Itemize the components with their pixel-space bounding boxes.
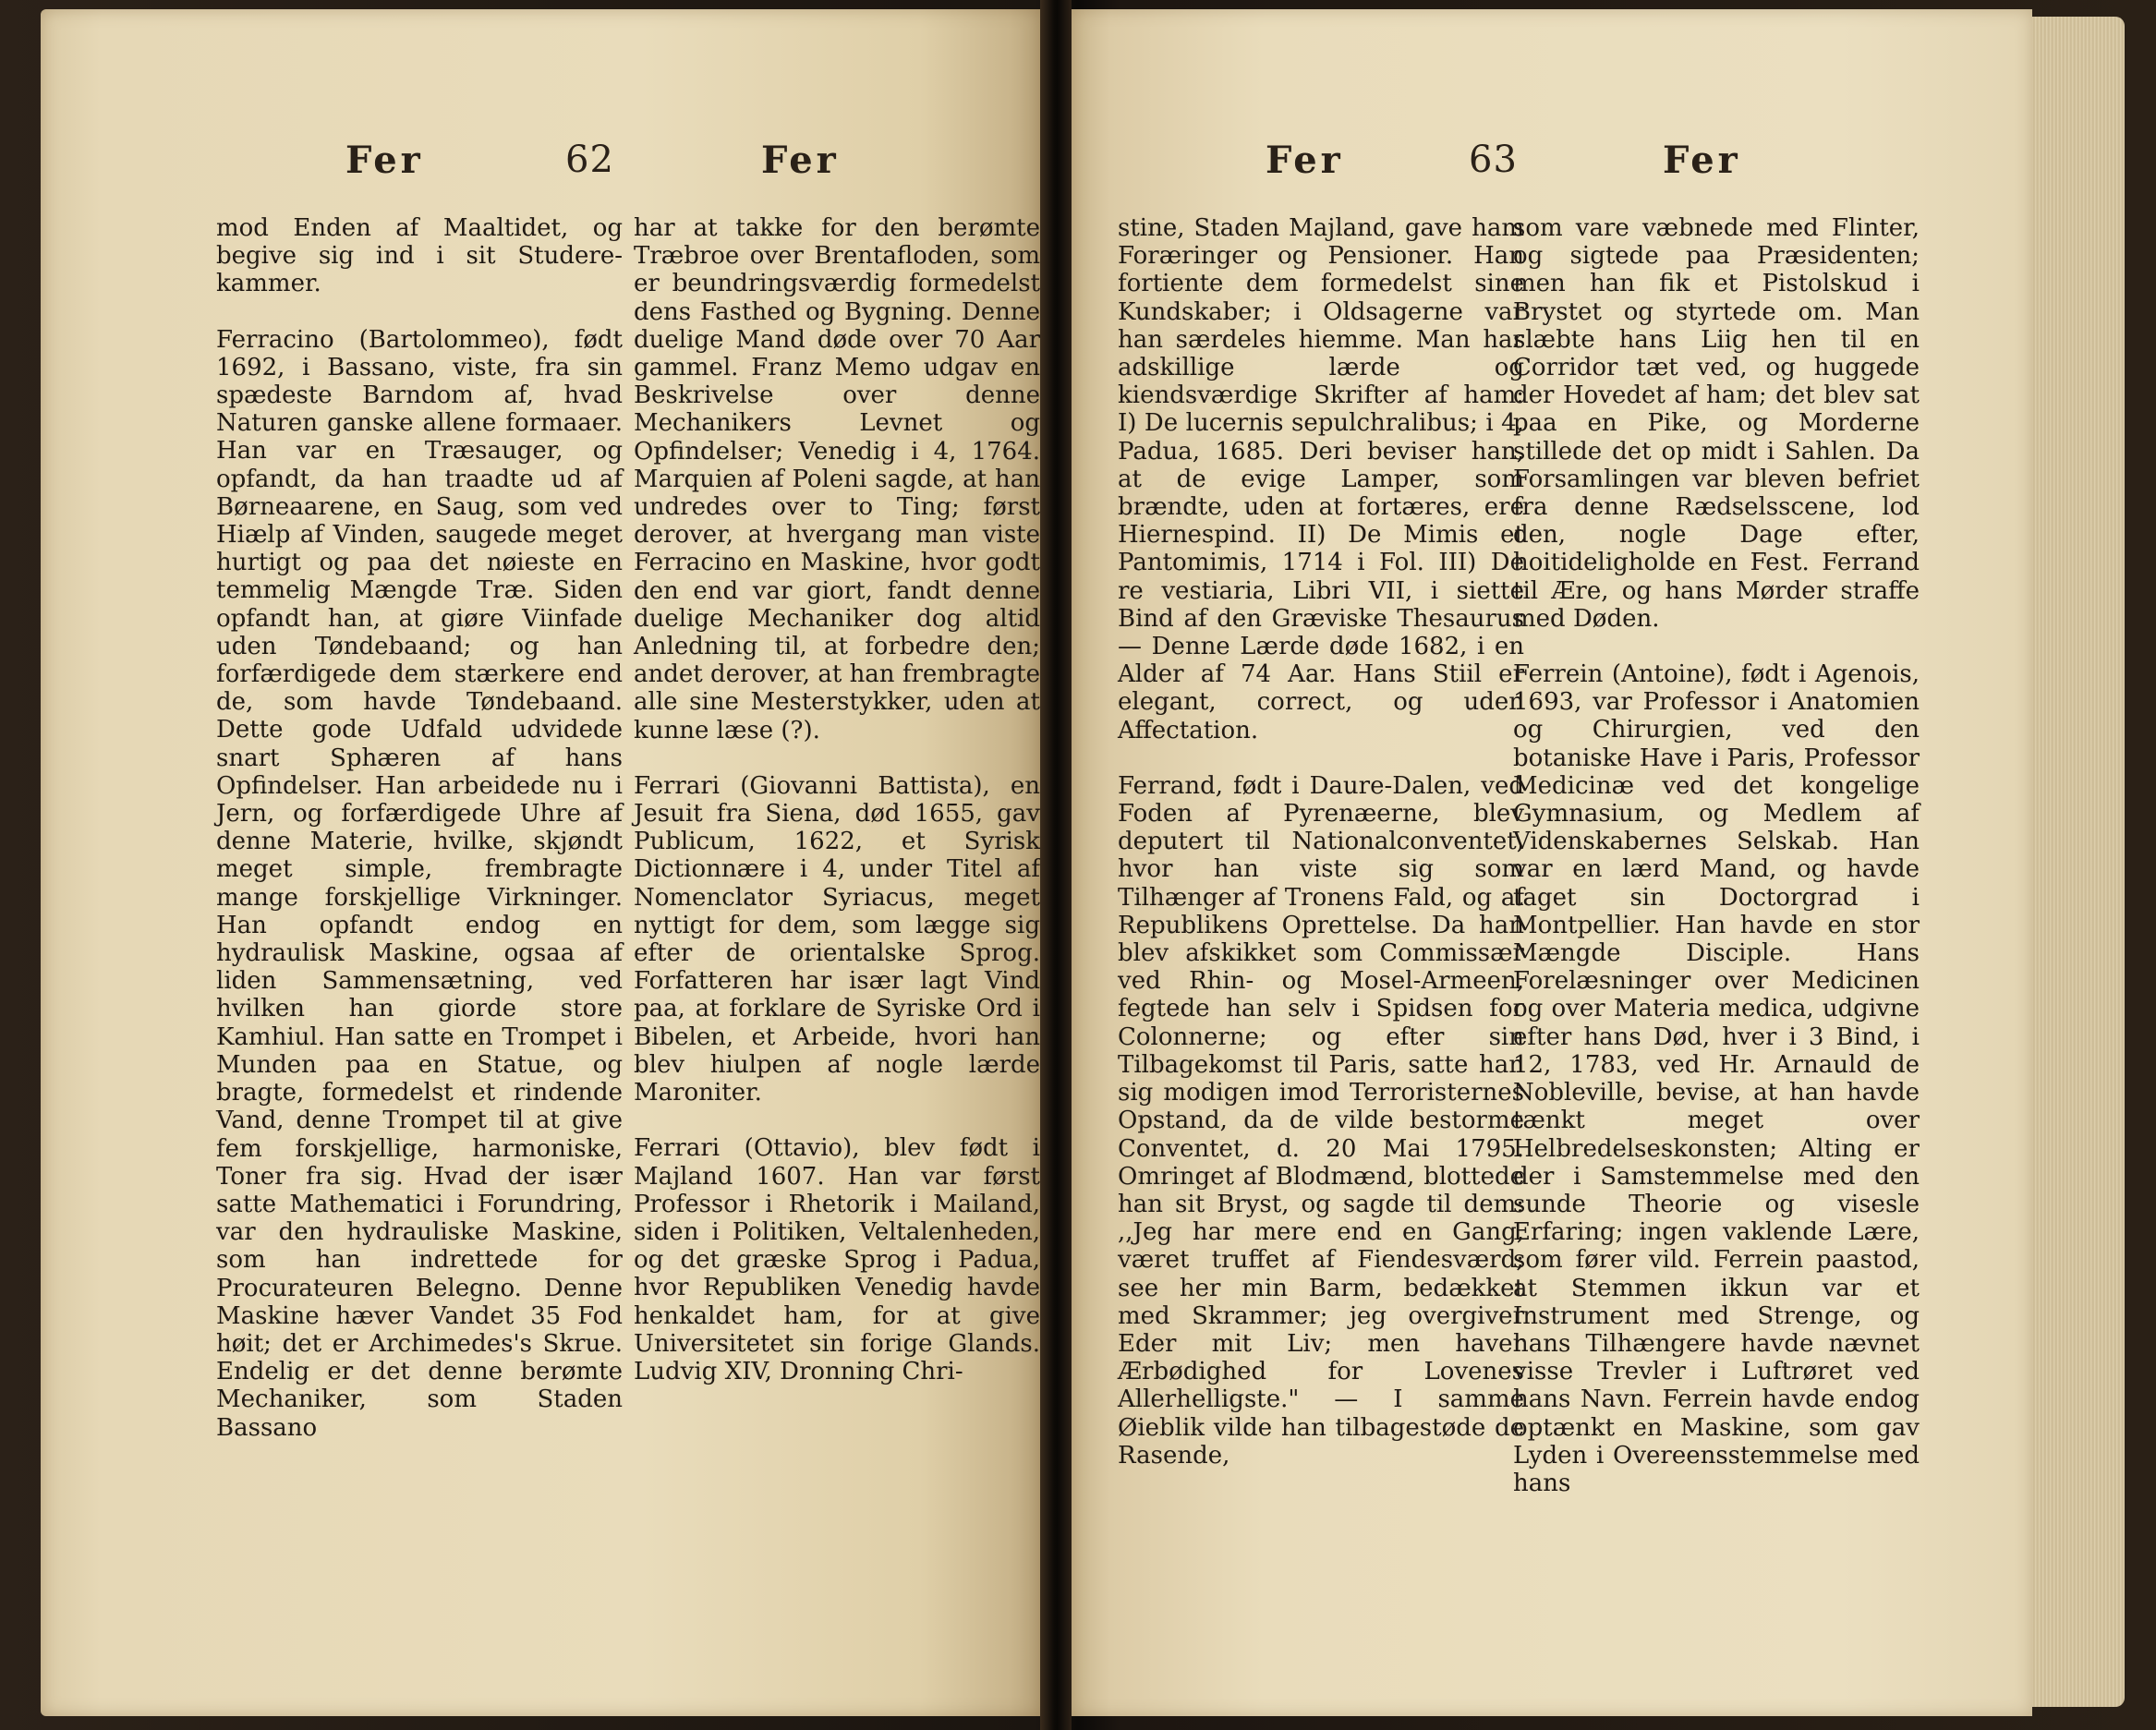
entry-ferrein: Ferrein (Antoine), født i Agenois, 1693, var Professor i Anatomien og Chirurgien, ved den botaniske Have i Paris, Professor Medicinæ ved det kongelige Gymnasium, og Medlem af Videnskabernes Selskab. Han var en lærd Mand, og havde taget sin Doctorgrad i Montpellier. Han havde en stor Mængde Disciple. Hans Forelæsninger over Medicinen og over Materia medica, udgivne efter hans Død, hver i 3 Bind, i 12, 1783, ved Hr. Arnauld de Nobleville, bevise, at han havde tænkt meget over Helbredelseskonsten; Alting er der i Samstemmelse med den sunde Theorie og visesle Erfaring; ingen vaklende Lære, som fører vild. Ferrein paastod, at Stemmen ikkun var et Instrument med Strenge, og hans Tilhængere havde nævnet visse Trevler i Luftrøret ved hans Navn. Ferrein havde endog optænkt en Maskine, som gav Lyden i Overeensstemmelse med hans xyxy=(1513,660,1920,1497)
left-page xyxy=(41,9,1040,1716)
book-gutter xyxy=(1040,0,1072,1730)
left-page-header-left: Fer xyxy=(345,139,424,182)
right-page-column-2 xyxy=(1513,214,1920,1525)
entry-ferrari-ottavio: Ferrari (Ottavio), blev født i Majland 1607. Han var først Professor i Rhetorik i Mailand, siden i Politiken, Veltalenheden, og det græske Sprog i Padua, hvor Republiken Venedig havde henkaldet ham, for at give Universitetet sin forige Glands. Ludvig XIV, Dronning Chri- xyxy=(634,1134,1040,1385)
left-page-column-1 xyxy=(216,214,623,1470)
page-edges xyxy=(2032,17,2125,1707)
right-page-header-left: Fer xyxy=(1266,139,1344,182)
right-page-number: 63 xyxy=(1469,139,1518,181)
right-page xyxy=(1072,9,2032,1716)
paragraph: som vare væbnede med Flinter, og sigtede paa Præsidenten; men han fik et Pistolskud i Brystet og styrtede om. Man slæbte hans Liig hen til en Corridor tæt ved, og huggede der Hovedet af ham; det blev sat paa en Pike, og Morderne stillede det op midt i Sahlen. Da Forsamlingen var bleven befriet fra denne Rædselsscene, lod den, nogle Dage efter, hoitideligholde en Fest. Ferrand til Ære, og hans Mørder straffe med Døden. xyxy=(1513,214,1920,633)
entry-ferracino: Ferracino (Bartolommeo), født 1692, i Bassano, viste, fra sin spædeste Barndom af, hvad Naturen ganske allene formaaer. Han var en Træsauger, og opfandt, da han traadte ud af Børneaarene, en Saug, som ved Hiælp af Vinden, saugede meget hurtigt og paa det nøieste en temmelig Mængde Træ. Siden opfandt han, at giøre Viinfade uden Tøndebaand; og han forfærdigede dem stærkere end de, som havde Tøndebaand. Dette gode Udfald udvidede snart Sphæren af hans Opfindelser. Han arbeidede nu i Jern, og forfærdigede Uhre af denne Materie, hvilke, skjøndt meget simple, frembragte mange forskjellige Virkninger. Han opfandt endog en hydraulisk Maskine, ogsaa af liden Sammensætning, ved hvilken han giorde store Kamhiul. Han satte en Trompet i Munden paa en Statue, og bragte, formedelst et rindende Vand, denne Trompet til at give fem forskjellige, harmoniske, Toner fra sig. Hvad der især satte Mathematici i Forundring, var den hydrauliske Maskine, som han indrettede for Procurateuren Belegno. Denne Maskine hæver Vandet 35 Fod høit; det er Archimedes's Skrue. Endelig er det denne berømte Mechaniker, som Staden Bassano xyxy=(216,325,623,1442)
right-page-header-right: Fer xyxy=(1663,139,1741,182)
entry-ferrand: Ferrand, født i Daure-Dalen, ved Foden af Pyrenæerne, blev deputert til Nationalconventet, hvor han viste sig som Tilhænger af Tronens Fald, og af Republikens Oprettelse. Da han blev afskikket som Commissær ved Rhin- og Mosel-Armeen, fegtede han selv i Spidsen for Colonnerne; og efter sin Tilbagekomst til Paris, satte han sig modigen imod Terroristernes Opstand, da de vilde bestorme Conventet, d. 20 Mai 1795. Omringet af Blodmænd, blottede han sit Bryst, og sagde til dem: ,,Jeg har mere end en Gang, været truffet af Fiendesværd; see her min Barm, bedækket med Skrammer; jeg overgiver Eder mit Liv; men haver Ærbødighed for Lovenes Allerhelligste." — I samme Øieblik vilde han tilbagestøde de Rasende, xyxy=(1118,771,1524,1470)
paragraph: har at takke for den berømte Træbroe over Brentafloden, som er beundringsværdig formedelst dens Fasthed og Bygning. Denne duelige Mand døde over 70 Aar gammel. Franz Memo udgav en Beskrivelse over denne Mechanikers Levnet og Opfindelser; Venedig i 4, 1764. Marquien af Poleni sagde, at han undredes over to Ting; først derover, at hvergang man viste Ferracino en Maskine, hvor godt den end var giort, fandt denne duelige Mechaniker dog altid Anledning til, at forbedre den; andet derover, at han frembragte alle sine Mesterstykker, uden at kunne læse (?). xyxy=(634,214,1040,744)
paragraph: mod Enden af Maaltidet, og begive sig ind i sit Studere-kammer. xyxy=(216,214,623,298)
left-page-header-right: Fer xyxy=(761,139,840,182)
entry-ferrari-giovanni: Ferrari (Giovanni Battista), en Jesuit fra Siena, død 1655, gav Publicum, 1622, et Syrisk Dictionnære i 4, under Titel af Nomenclator Syriacus, meget nyttigt for dem, som lægge sig efter de orientalske Sprog. Forfatteren har især lagt Vind paa, at forklare de Syriske Ord i Bibelen, et Arbeide, hvori han blev hiulpen af nogle lærde Maroniter. xyxy=(634,771,1040,1107)
left-page-column-2 xyxy=(634,214,1040,1413)
left-page-number: 62 xyxy=(565,139,614,181)
paragraph: stine, Staden Majland, gave ham Foræringer og Pensioner. Han fortiente dem formedelst sine Kundskaber; i Oldsagerne var han særdeles hiemme. Man har adskillige lærde og kiendsværdige Skrifter af ham: I) De lucernis sepulchralibus; i 4, Padua, 1685. Deri beviser han, at de evige Lamper, som brændte, uden at fortæres, ere Hiernespind. II) De Mimis et Pantomimis, 1714 i Fol. III) De re vestiaria, Libri VII, i siette Bind af den Græviske Thesaurus — Denne Lærde døde 1682, i en Alder af 74 Aar. Hans Stiil er elegant, correct, og uden Affectation. xyxy=(1118,214,1524,744)
right-page-column-1 xyxy=(1118,214,1524,1497)
